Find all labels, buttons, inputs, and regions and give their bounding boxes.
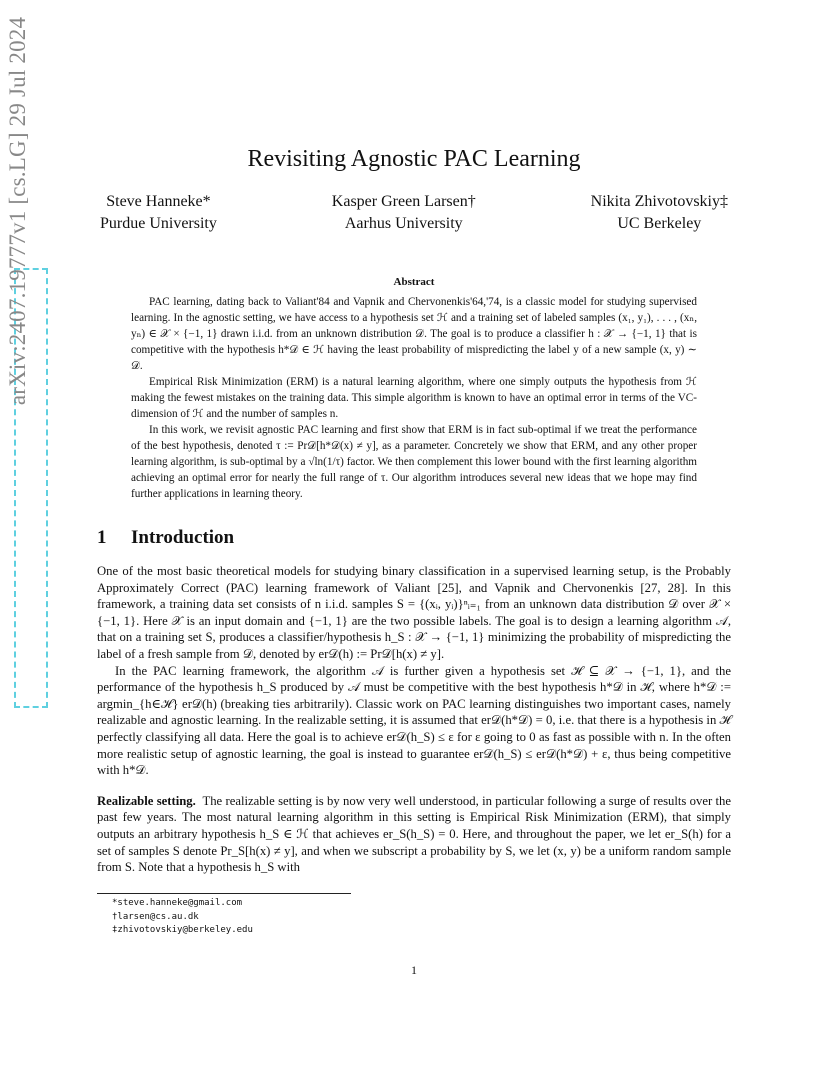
intro-paragraph: In the PAC learning framework, the algorithm 𝒜 is further given a hypothesis set ℋ ⊆ 𝒳 → {−1, 1}, and the performance of the hypothesis h_S produced by 𝒜 must be competitive with the best hypothesis h*𝒟 in ℋ, where h*𝒟 := argmin_{h∈ℋ} er𝒟(h) (breaking ties arbitrarily). Classic work on PAC learning distinguishes two important cases, namely realizable and agnostic learning. In the realizable setting, it is assumed that er𝒟(h*𝒟) = 0, i.e. that there is a hypothesis in ℋ perfectly classifying all data. Here the goal is to achieve er𝒟(h_S) ≤ ε for ε going to 0 as fast as possible with n. In the often more realistic setup of agnostic learning, the goal is instead to guarantee er𝒟(h_S) ≤ er𝒟(h*𝒟) + ε, thus being competitive with h*𝒟. bbox=[97, 663, 731, 778]
section-number: 1 bbox=[97, 527, 107, 548]
paragraph-heading: Realizable setting. bbox=[97, 793, 196, 808]
abstract-heading: Abstract bbox=[393, 276, 435, 288]
arxiv-stamp: arXiv:2407.19777v1 [cs.LG] 29 Jul 2024 bbox=[5, 16, 30, 406]
author-affiliation: Purdue University bbox=[100, 215, 217, 232]
author-affiliation: UC Berkeley bbox=[617, 215, 702, 232]
body-text bbox=[97, 563, 731, 876]
author-1 bbox=[100, 191, 217, 235]
section-heading bbox=[97, 527, 234, 549]
author-name: Nikita Zhivotovskiy‡ bbox=[590, 193, 728, 210]
abstract-paragraph: In this work, we revisit agnostic PAC learning and first show that ERM is in fact sub-optimal if we treat the performance of the best hypothesis, denoted τ := Pr𝒟[h*𝒟(x) ≠ y], as a parameter. Concretely we show that ERM, and any other proper learning algorithm, is sub-optimal by a √ln(1/τ) factor. We then complement this lower bound with the first learning algorithm achieving an optimal error for nearly the full range of τ. Our algorithm introduces several new ideas that we hope may find further applications in learning theory. bbox=[131, 424, 697, 500]
abstract-paragraph: PAC learning, dating back to Valiant'84 and Vapnik and Chervonenkis'64,'74, is a classic model for studying supervised learning. In the agnostic setting, we have access to a hypothesis set ℋ and a training set of labeled samples (x₁, y₁), . . . , (xₙ, yₙ) ∈ 𝒳 × {−1, 1} drawn i.i.d. from an unknown distribution 𝒟. The goal is to produce a classifier h : 𝒳 → {−1, 1} that is competitive with the hypothesis h*𝒟 ∈ ℋ having the least probability of mispredicting the label y of a new sample (x, y) ∼ 𝒟. bbox=[131, 296, 697, 372]
section-title: Introduction bbox=[131, 527, 235, 548]
realizable-paragraph bbox=[97, 793, 731, 876]
abstract bbox=[131, 294, 697, 502]
footnote: *steve.hanneke@gmail.com bbox=[112, 898, 243, 908]
footnote-rule bbox=[97, 893, 351, 894]
author-name: Steve Hanneke* bbox=[106, 193, 211, 210]
abstract-paragraph: Empirical Risk Minimization (ERM) is a natural learning algorithm, where one simply outputs the hypothesis from ℋ making the fewest mistakes on the training data. This simple algorithm is known to have an optimal error in terms of the VC-dimension of ℋ and the number of samples n. bbox=[131, 376, 697, 420]
footnote: ‡zhivotovskiy@berkeley.edu bbox=[112, 925, 253, 935]
author-name: Kasper Green Larsen† bbox=[331, 193, 476, 210]
paper-title: Revisiting Agnostic PAC Learning bbox=[247, 146, 581, 172]
intro-paragraph: One of the most basic theoretical models for studying binary classification in a supervised learning setup, is the Probably Approximately Correct (PAC) learning framework of Valiant [25], and Vapnik and Chervonenkis [27, 28]. In this framework, a training data set consists of n i.i.d. samples S = {(xᵢ, yᵢ)}ⁿᵢ₌₁ from an unknown data distribution 𝒟 over 𝒳 × {−1, 1}. Here 𝒳 is an input domain and {−1, 1} are the two possible labels. The goal is to design a learning algorithm 𝒜, that on a training set S, produces a classifier/hypothesis h_S : 𝒳 → {−1, 1} minimizing the probability of mispredicting the label of a fresh sample from 𝒟, denoted by er𝒟(h) := Pr𝒟[h(x) ≠ y]. bbox=[97, 564, 731, 661]
author-block bbox=[100, 191, 728, 235]
paragraph-text: The realizable setting is by now very well understood, in particular following a surge of results over the past few years. The most natural learning algorithm in this setting is Empirical Risk Minimization (ERM), that simply outputs an arbitrary hypothesis h_S ∈ ℋ that achieves er_S(h_S) = 0. Here, and throughout the paper, we let er_S(h) for a set of samples S denote Pr_S[h(x) ≠ y], and when we subscript a probability by S, we let (x, y) be a uniform random sample from S. Note that a hypothesis h_S with bbox=[97, 793, 732, 875]
page-number: 1 bbox=[411, 963, 417, 977]
author-2 bbox=[332, 191, 476, 235]
footnotes bbox=[112, 897, 253, 938]
author-3 bbox=[591, 191, 728, 235]
author-affiliation: Aarhus University bbox=[344, 215, 463, 232]
footnote: †larsen@cs.au.dk bbox=[112, 911, 199, 922]
